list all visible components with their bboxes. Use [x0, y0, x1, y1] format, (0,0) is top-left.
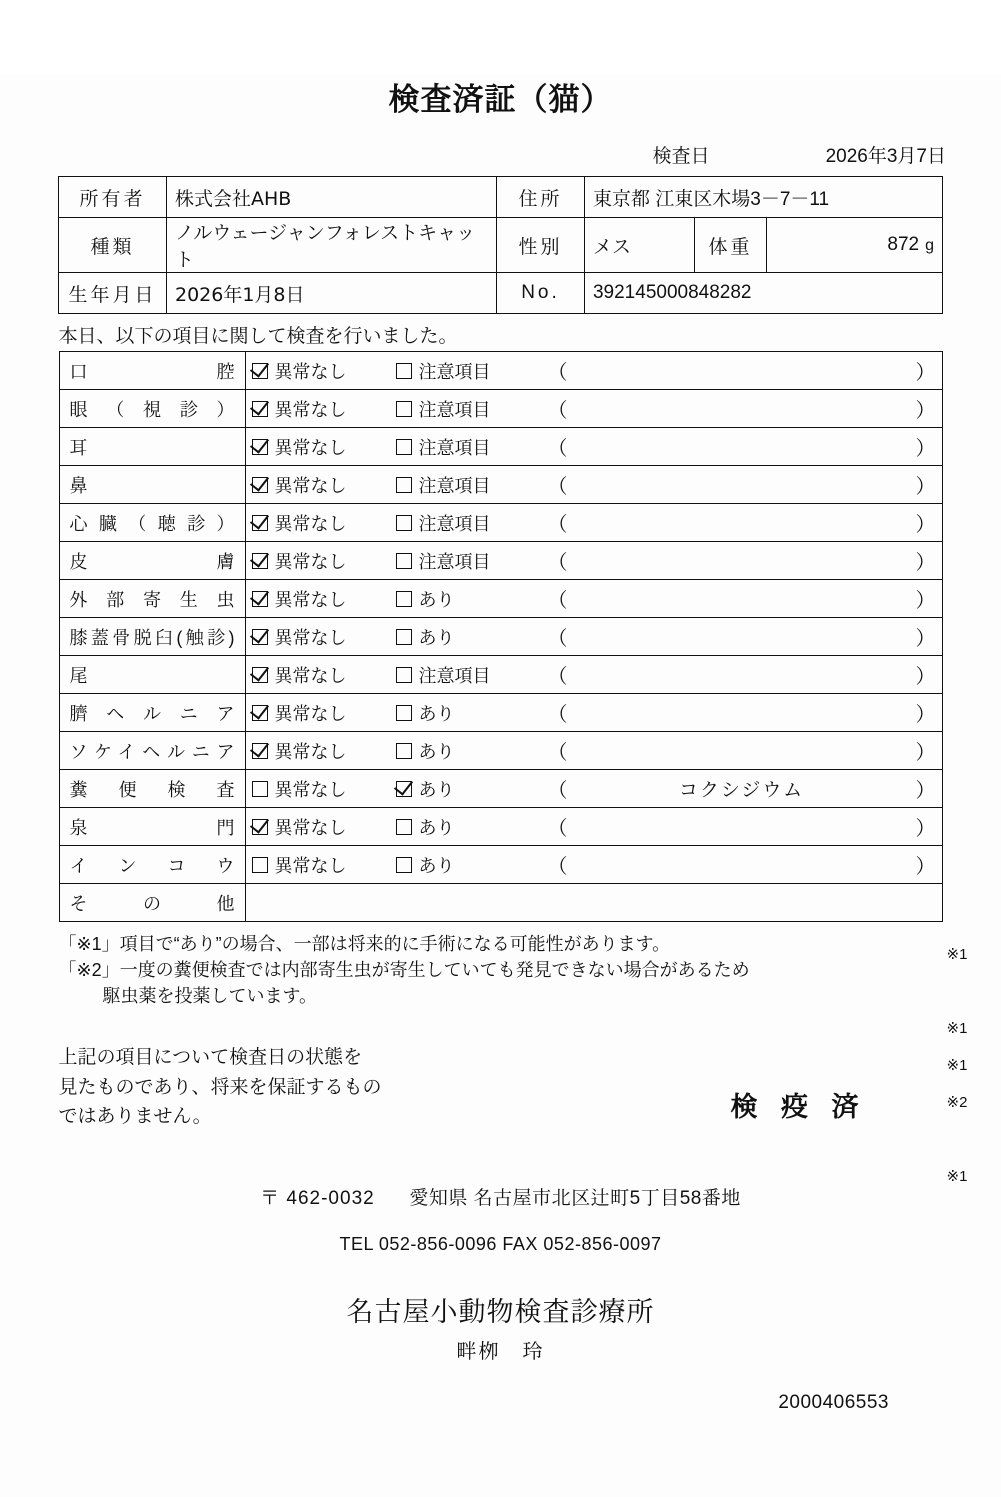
certificate-page: [0, 74, 1001, 1497]
birth-label: 生年月日: [58, 273, 166, 314]
checklist-option-second[interactable]: [390, 580, 542, 618]
checklist-item-label: 尾: [59, 656, 245, 694]
checklist-option-second[interactable]: [390, 542, 542, 580]
table-row: [59, 504, 942, 542]
footnote-mark: ※1: [946, 946, 968, 963]
quarantine-stamp: 検 疫 済: [730, 1092, 867, 1123]
checklist-note-cell[interactable]: [542, 504, 943, 542]
paren-left: （: [547, 438, 568, 460]
checklist-option-normal-label: 異常なし: [274, 627, 347, 648]
checklist-option-normal[interactable]: [245, 428, 390, 466]
paren-right: ）: [915, 438, 936, 460]
paren-left: （: [547, 514, 568, 536]
checklist-option-second-label: 注意項目: [418, 475, 491, 496]
checklist-note-cell[interactable]: [542, 732, 943, 770]
checklist-item-label: 臍ヘルニア: [59, 694, 245, 732]
checklist-item-label: 膝蓋骨脱臼(触診): [59, 618, 245, 656]
paren-left: （: [547, 362, 568, 384]
facility-address: [0, 1183, 1001, 1210]
table-row: [59, 542, 942, 580]
checkbox-icon[interactable]: [396, 781, 412, 797]
facility-contact: TEL 052-856-0096 FAX 052-856-0097: [339, 1234, 662, 1255]
checklist-item-label: 耳: [59, 428, 245, 466]
no-label: No.: [496, 273, 584, 314]
checklist-option-normal-label: 異常なし: [274, 437, 347, 458]
paren-left: （: [547, 666, 568, 688]
breed-row: [58, 218, 942, 273]
checklist-item-label: ソケイヘルニア: [59, 732, 245, 770]
checklist-note-cell[interactable]: [542, 466, 943, 504]
checkbox-icon[interactable]: [396, 629, 412, 645]
paren-right: ）: [915, 818, 936, 840]
checklist-option-normal-label: 異常なし: [274, 589, 347, 610]
paren-right: ）: [915, 704, 936, 726]
checkbox-icon[interactable]: [396, 515, 412, 531]
checkbox-icon[interactable]: [396, 439, 412, 455]
paren-left: （: [547, 780, 568, 802]
checkbox-icon[interactable]: [396, 553, 412, 569]
checkbox-icon[interactable]: [396, 705, 412, 721]
checklist-option-normal-label: 異常なし: [274, 665, 347, 686]
checklist-table: [59, 351, 943, 922]
checklist-note-cell[interactable]: [542, 352, 943, 390]
lower-block: [59, 1043, 943, 1163]
checkbox-icon[interactable]: [252, 705, 268, 721]
birth-row: [58, 273, 942, 314]
checklist-option-second-label: 注意項目: [418, 437, 491, 458]
checklist-option-second[interactable]: [390, 694, 542, 732]
birth-value: 2026年1月8日: [166, 273, 496, 314]
checklist-note: コクシジウム: [678, 779, 805, 801]
statement-text: 本日、以下の項目に関して検査を行いました。: [58, 326, 458, 347]
sex-label: 性別: [496, 218, 584, 273]
checklist-option-second[interactable]: [390, 656, 542, 694]
owner-animal-table: [58, 176, 943, 314]
checklist-note-cell[interactable]: [542, 542, 943, 580]
checklist-note-cell[interactable]: [542, 390, 943, 428]
table-row: [59, 390, 942, 428]
checkbox-icon[interactable]: [252, 363, 268, 379]
checklist-option-second[interactable]: [390, 732, 542, 770]
checklist-option-second[interactable]: [390, 504, 542, 542]
exam-date-label: 検査日: [652, 146, 710, 167]
checklist-option-second-label: 注意項目: [418, 399, 491, 420]
disclaimer: [59, 1043, 489, 1131]
table-row: [59, 618, 942, 656]
no-value: 392145000848282: [584, 273, 942, 314]
paren-left: （: [547, 818, 568, 840]
checkbox-icon[interactable]: [396, 477, 412, 493]
checklist-option-normal[interactable]: [245, 808, 390, 846]
checklist-option-second[interactable]: [390, 352, 542, 390]
checklist-option-normal[interactable]: [245, 390, 390, 428]
table-row: [59, 580, 942, 618]
checkbox-icon[interactable]: [396, 857, 412, 873]
checklist-option-second[interactable]: [390, 466, 542, 504]
disclaimer-line-3: ではありません。: [58, 1106, 212, 1128]
paren-right: ）: [915, 552, 936, 574]
checklist-option-normal-label: 異常なし: [274, 399, 347, 420]
checklist-item-label: 心臓（聴診）: [59, 504, 245, 542]
checklist-item-label: 糞便検査: [59, 770, 245, 808]
checkbox-icon[interactable]: [252, 591, 268, 607]
checklist-option-second-label: 注意項目: [418, 551, 491, 572]
exam-date-row: [0, 141, 1001, 168]
checkbox-icon[interactable]: [252, 629, 268, 645]
address-value: 東京都 江東区木場3－7－11: [584, 177, 942, 218]
table-row: [59, 352, 942, 390]
checklist-note-cell[interactable]: [542, 618, 943, 656]
paren-left: （: [547, 628, 568, 650]
checkbox-icon[interactable]: [252, 781, 268, 797]
checklist-option-normal[interactable]: [245, 352, 390, 390]
weight-label: 体重: [694, 218, 766, 273]
checklist-option-second-label: あり: [418, 589, 455, 610]
table-row: [59, 846, 942, 884]
paren-left: （: [547, 476, 568, 498]
checklist-option-normal[interactable]: [245, 732, 390, 770]
checklist-item-label: インコウ: [59, 846, 245, 884]
facility-address-text: 愛知県 名古屋市北区辻町5丁目58番地: [409, 1188, 741, 1210]
weight-value: 872: [887, 234, 920, 255]
checklist-item-label: 外部寄生虫: [59, 580, 245, 618]
checkbox-icon[interactable]: [252, 857, 268, 873]
paren-left: （: [547, 742, 568, 764]
checklist-option-second-label: 注意項目: [418, 513, 491, 534]
paren-left: （: [547, 856, 568, 878]
paren-left: （: [547, 704, 568, 726]
checkbox-icon[interactable]: [252, 667, 268, 683]
paren-right: ）: [915, 514, 936, 536]
footnote-mark: ※1: [946, 1168, 968, 1185]
checklist-note-cell[interactable]: [542, 694, 943, 732]
disclaimer-line-2: 見たものであり、将来を保証するもの: [58, 1076, 382, 1098]
checkbox-icon[interactable]: [396, 819, 412, 835]
checklist-option-normal[interactable]: [245, 656, 390, 694]
checkbox-icon[interactable]: [252, 439, 268, 455]
checklist-option-second[interactable]: [390, 428, 542, 466]
table-row: [59, 808, 942, 846]
checklist-other-blank[interactable]: [245, 884, 942, 922]
checklist-note-cell[interactable]: [542, 846, 943, 884]
checklist-option-normal-label: 異常なし: [274, 475, 347, 496]
checklist-item-label: 口 腔: [59, 352, 245, 390]
paren-right: ）: [915, 742, 936, 764]
checklist-option-second[interactable]: [390, 770, 542, 808]
document-serial-number: 2000406553: [778, 1392, 889, 1414]
checklist-note-cell[interactable]: [542, 770, 943, 808]
weight-cell: [766, 218, 942, 273]
paren-right: ）: [915, 400, 936, 422]
address-label: 住所: [496, 177, 584, 218]
checklist-option-second[interactable]: [390, 846, 542, 884]
paren-right: ）: [915, 780, 936, 802]
paren-left: （: [547, 552, 568, 574]
checkbox-icon[interactable]: [396, 591, 412, 607]
checklist-option-second-label: あり: [418, 855, 455, 876]
footnote-1: 「※1」項目で“あり”の場合、一部は将来的に手術になる可能性があります。: [58, 934, 671, 954]
checklist-note-cell[interactable]: [542, 580, 943, 618]
checklist-option-normal[interactable]: [245, 846, 390, 884]
paren-right: ）: [915, 666, 936, 688]
paren-left: （: [547, 400, 568, 422]
checklist-option-normal[interactable]: [245, 618, 390, 656]
checklist-option-second[interactable]: [390, 618, 542, 656]
checklist-option-normal[interactable]: [245, 580, 390, 618]
footnote-mark: ※2: [946, 1094, 968, 1111]
checklist-note-cell[interactable]: [542, 656, 943, 694]
checklist-note-cell[interactable]: [542, 428, 943, 466]
checklist-option-second[interactable]: [390, 808, 542, 846]
table-row: [59, 884, 942, 922]
checkbox-icon[interactable]: [252, 477, 268, 493]
checklist-option-normal[interactable]: [245, 694, 390, 732]
checklist-item-label: 眼（視診）: [59, 390, 245, 428]
checklist-item-label: 泉 門: [59, 808, 245, 846]
facility-postal: 〒 462-0032: [260, 1188, 375, 1210]
checklist-item-label: 鼻: [59, 466, 245, 504]
paren-right: ）: [915, 476, 936, 498]
owner-row: [58, 177, 942, 218]
clinic-name: 名古屋小動物検査診療所: [346, 1297, 655, 1328]
checklist-option-normal-label: 異常なし: [274, 361, 347, 382]
checkbox-icon[interactable]: [396, 667, 412, 683]
checklist-option-normal-label: 異常なし: [274, 817, 347, 838]
paren-right: ）: [915, 590, 936, 612]
page-title: 検査済証（猫）: [388, 82, 613, 117]
paren-right: ）: [915, 362, 936, 384]
weight-unit: g: [925, 237, 934, 254]
checklist-option-normal-label: 異常なし: [274, 551, 347, 572]
checklist-item-label: そ の 他: [59, 884, 245, 922]
checklist-option-second-label: 注意項目: [418, 361, 491, 382]
disclaimer-line-1: 上記の項目について検査日の状態を: [58, 1047, 363, 1069]
checkbox-icon[interactable]: [252, 515, 268, 531]
checklist-option-normal-label: 異常なし: [274, 779, 347, 800]
checklist-option-second-label: 注意項目: [418, 665, 491, 686]
checklist-option-normal[interactable]: [245, 542, 390, 580]
paren-left: （: [547, 590, 568, 612]
checklist-option-normal-label: 異常なし: [274, 513, 347, 534]
owner-value: 株式会社AHB: [166, 177, 496, 218]
checklist-option-normal-label: 異常なし: [274, 703, 347, 724]
checklist-option-normal-label: 異常なし: [274, 741, 347, 762]
table-row: [59, 694, 942, 732]
checklist-option-second-label: あり: [418, 817, 455, 838]
checkbox-icon[interactable]: [252, 819, 268, 835]
breed-value: ノルウェージャンフォレストキャット: [166, 218, 496, 273]
table-row: [59, 770, 942, 808]
checkbox-icon[interactable]: [252, 743, 268, 759]
checklist-option-second[interactable]: [390, 390, 542, 428]
table-row: [59, 466, 942, 504]
checklist-option-second-label: あり: [418, 779, 455, 800]
checkbox-icon[interactable]: [252, 401, 268, 417]
checkbox-icon[interactable]: [396, 363, 412, 379]
footnote-2-line1: 「※2」一度の糞便検査では内部寄生虫が寄生していても発見できない場合があるため: [58, 960, 750, 981]
table-row: [59, 732, 942, 770]
checkbox-icon[interactable]: [252, 553, 268, 569]
checkbox-icon[interactable]: [396, 743, 412, 759]
checklist-option-normal[interactable]: [245, 504, 390, 542]
table-row: [59, 656, 942, 694]
checklist-option-second-label: あり: [418, 741, 455, 762]
footnotes: [59, 931, 943, 1009]
checklist-body: [59, 352, 942, 922]
footnote-mark: ※1: [946, 1057, 968, 1074]
checklist-option-normal[interactable]: [245, 466, 390, 504]
checklist-option-normal[interactable]: [245, 770, 390, 808]
doctor-name: 畔栁 玲: [456, 1341, 545, 1364]
checklist-option-normal-label: 異常なし: [274, 855, 347, 876]
sex-value: メス: [584, 218, 694, 273]
table-row: [59, 428, 942, 466]
checkbox-icon[interactable]: [396, 401, 412, 417]
checklist-option-second-label: あり: [418, 703, 455, 724]
checklist-option-second-label: あり: [418, 627, 455, 648]
checklist-note-cell[interactable]: [542, 808, 943, 846]
exam-date-value: 2026年3月7日: [825, 146, 946, 167]
paren-right: ）: [915, 628, 936, 650]
checklist-item-label: 皮 膚: [59, 542, 245, 580]
paren-right: ）: [915, 856, 936, 878]
owner-label: 所有者: [58, 177, 166, 218]
footnote-mark: ※1: [946, 1020, 968, 1037]
breed-label: 種類: [58, 218, 166, 273]
footnote-2-line2: 駆虫薬を投薬しています。: [102, 986, 318, 1007]
